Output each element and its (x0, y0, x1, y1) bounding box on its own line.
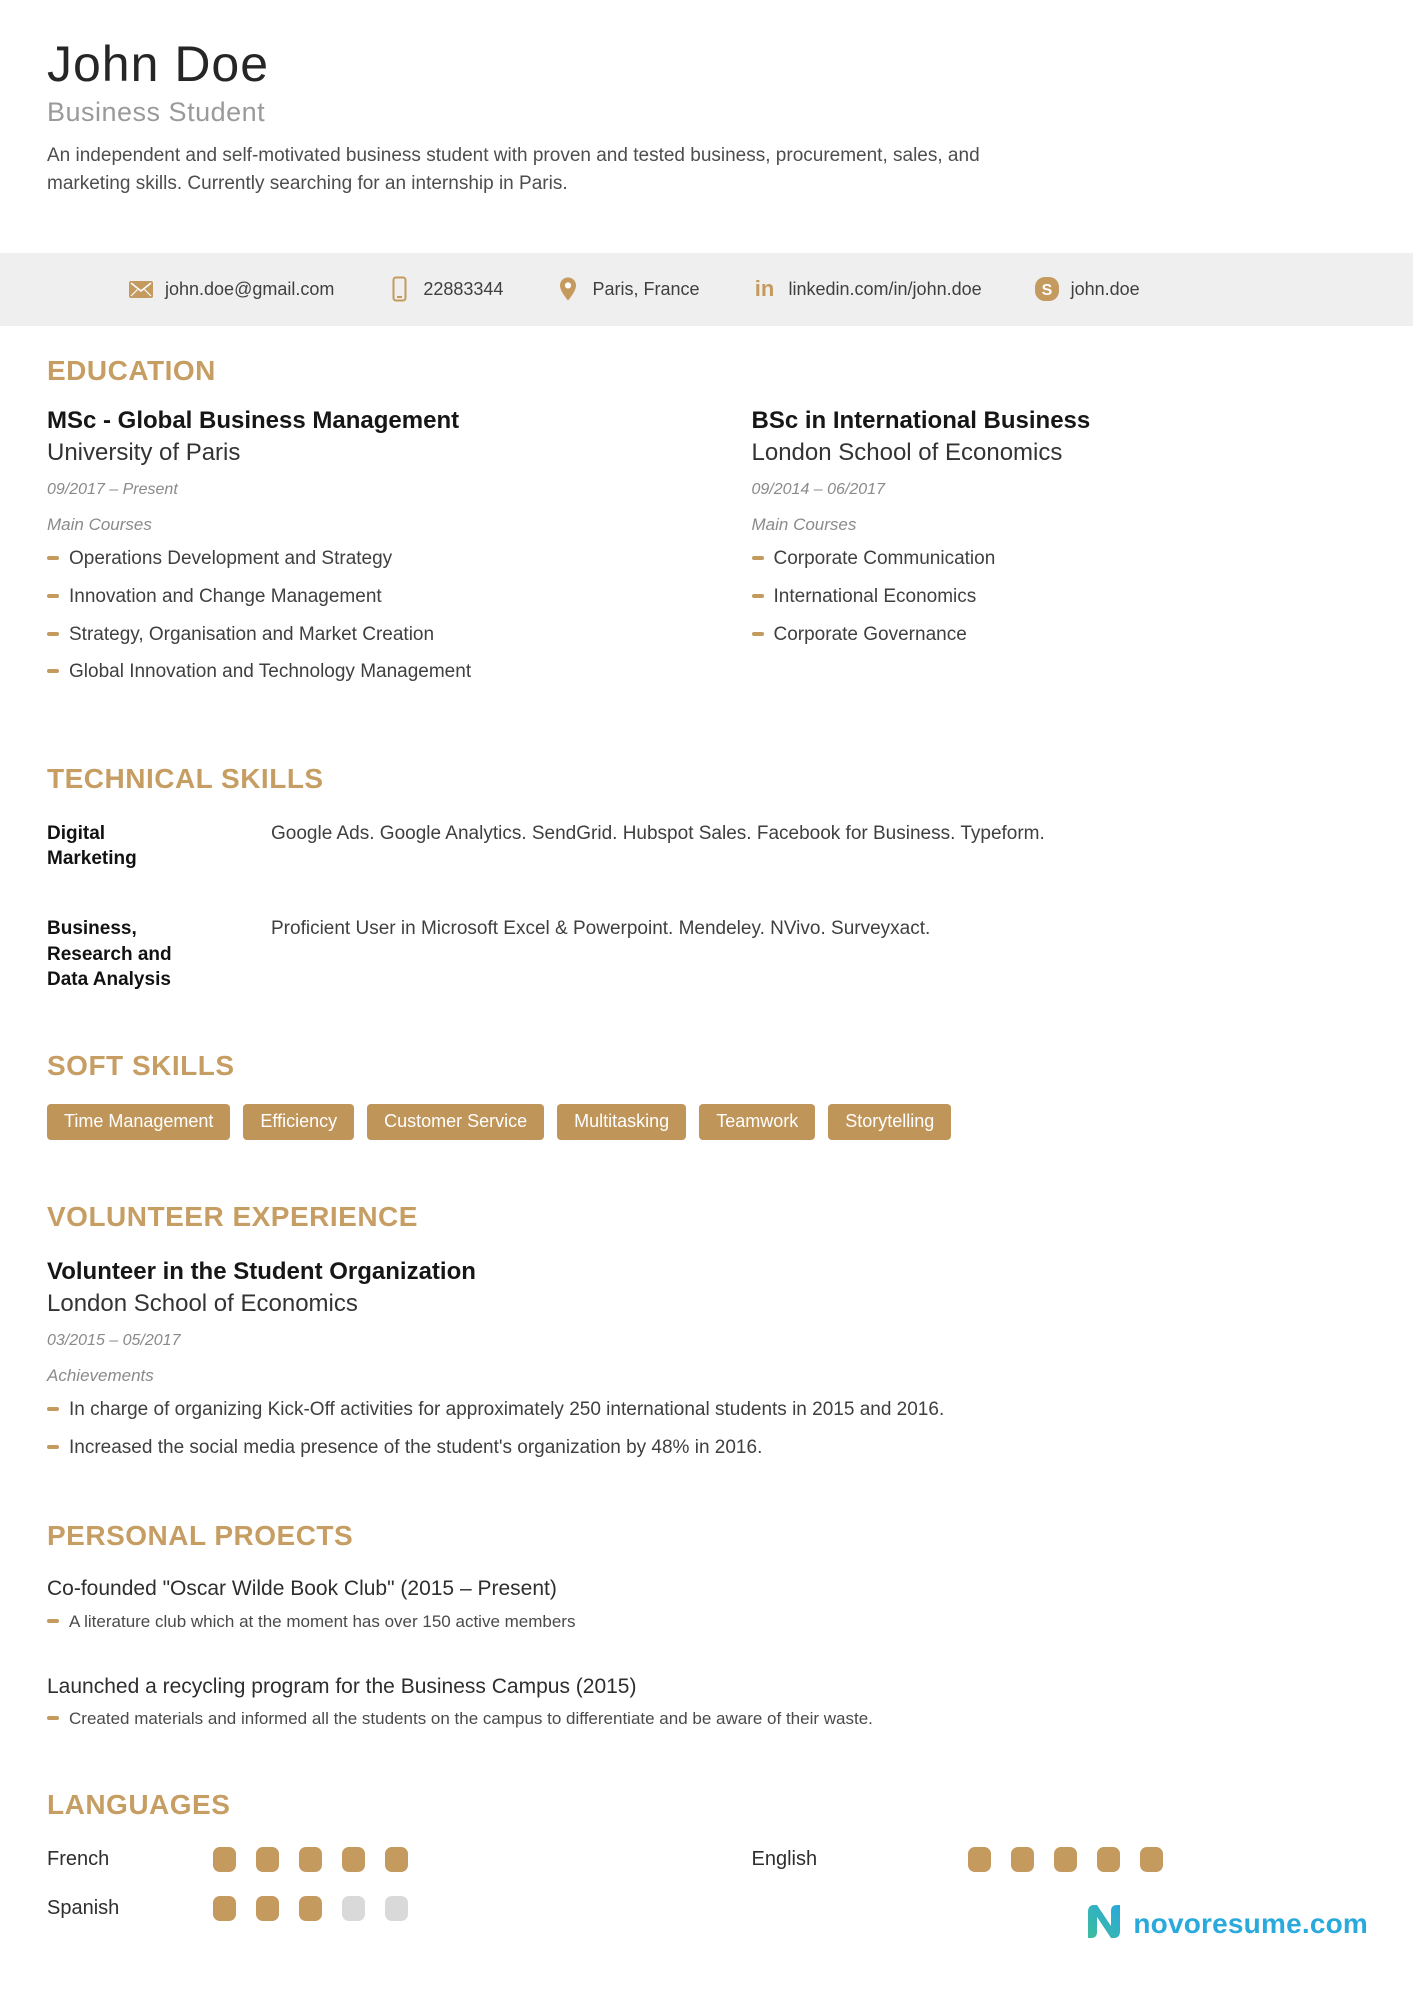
envelope-icon (128, 276, 154, 302)
soft-skill-tag: Efficiency (243, 1104, 354, 1141)
achievements-label: Achievements (47, 1366, 154, 1386)
language-level-indicator (213, 1847, 408, 1872)
education-heading: EDUCATION (47, 354, 216, 386)
contact-phone-value: 22883344 (423, 278, 504, 299)
course-item: Strategy, Organisation and Market Creation (47, 623, 662, 648)
education-item (47, 406, 662, 698)
level-square-filled (1011, 1847, 1034, 1872)
dash-bullet-icon (47, 594, 59, 598)
contact-email[interactable] (128, 276, 334, 302)
svg-text:S: S (1041, 282, 1052, 299)
location-pin-icon (555, 276, 581, 302)
languages-heading: LANGUAGES (47, 1789, 231, 1821)
level-square-empty (342, 1896, 365, 1921)
contact-linkedin-value: linkedin.com/in/john.doe (788, 278, 982, 299)
project-title: Launched a recycling program for the Business Campus (2015) (47, 1674, 637, 1698)
language-row (752, 1847, 1367, 1872)
language-name: English (751, 1847, 818, 1870)
section-technical-skills (47, 764, 1366, 993)
education-item (752, 406, 1367, 698)
school-name: London School of Economics (751, 439, 1063, 467)
course-item: Innovation and Change Management (47, 585, 662, 610)
project-bullet: Created materials and informed all the students on the campus to differentiate and be aware of their waste. (47, 1708, 1366, 1730)
dash-bullet-icon (47, 1716, 59, 1720)
level-square-filled (299, 1896, 322, 1921)
contact-email-value: john.doe@gmail.com (165, 278, 335, 299)
school-name: University of Paris (47, 439, 241, 467)
level-square-empty (385, 1896, 408, 1921)
novoresume-logo-icon (1081, 1898, 1127, 1949)
course-item: Corporate Communication (752, 547, 1367, 572)
skill-category-value: Proficient User in Microsoft Excel & Powerpoint. Mendeley. NVivo. Surveyxact. (271, 918, 931, 940)
volunteer-role: Volunteer in the Student Organization (47, 1258, 476, 1286)
person-name: John Doe (47, 36, 270, 92)
novoresume-brand-text: novoresume.com (1133, 1907, 1368, 1939)
achievement-item: In charge of organizing Kick-Off activities for approximately 250 international students in 2015 and 2016. (47, 1398, 1366, 1423)
contact-bar (0, 253, 1413, 326)
level-square-filled (299, 1847, 322, 1872)
skype-icon (1034, 276, 1060, 302)
volunteer-org: London School of Economics (47, 1290, 358, 1318)
courses-label: Main Courses (751, 515, 857, 535)
level-square-filled (213, 1896, 236, 1921)
level-square-filled (256, 1896, 279, 1921)
level-square-filled (342, 1847, 365, 1872)
skill-category-label: Business, Research and Data Analysis (47, 918, 172, 991)
section-education (47, 356, 1366, 699)
contact-phone[interactable] (386, 276, 503, 302)
dash-bullet-icon (752, 556, 764, 560)
project-bullet: A literature club which at the moment has over 150 active members (47, 1611, 1366, 1633)
soft-skill-tag: Time Management (47, 1104, 230, 1141)
summary-text: An independent and self-motivated business student with proven and tested business, procurement, sales, and marketing skills. Currently searching for an internship in Paris. (47, 144, 980, 194)
section-soft-skills (47, 1051, 1366, 1140)
soft-skill-tag: Storytelling (828, 1104, 951, 1141)
skill-category-label: Digital Marketing (47, 822, 137, 870)
dash-bullet-icon (752, 594, 764, 598)
project-item (47, 1673, 1366, 1730)
dash-bullet-icon (752, 632, 764, 636)
soft-skill-tag: Teamwork (699, 1104, 815, 1141)
level-square-filled (1140, 1847, 1163, 1872)
contact-skype[interactable] (1034, 276, 1140, 302)
project-item (47, 1575, 1366, 1632)
achievement-item: Increased the social media presence of the student's organization by 48% in 2016. (47, 1436, 1366, 1461)
course-item: Operations Development and Strategy (47, 547, 662, 572)
course-item: Corporate Governance (752, 623, 1367, 648)
contact-linkedin[interactable] (752, 276, 982, 302)
volunteer-dates: 03/2015 – 05/2017 (47, 1332, 181, 1350)
dash-bullet-icon (47, 632, 59, 636)
mobile-phone-icon (386, 276, 412, 302)
volunteer-heading: VOLUNTEER EXPERIENCE (47, 1201, 418, 1233)
section-personal-projects (47, 1521, 1366, 1731)
dash-bullet-icon (47, 1407, 59, 1411)
novoresume-brand[interactable] (1081, 1898, 1368, 1949)
education-dates: 09/2017 – Present (47, 481, 178, 499)
contact-location[interactable] (555, 276, 699, 302)
course-item: International Economics (752, 585, 1367, 610)
person-job-title: Business Student (47, 96, 266, 127)
soft-skills-heading: SOFT SKILLS (47, 1050, 235, 1082)
level-square-filled (385, 1847, 408, 1872)
soft-skill-tag: Multitasking (557, 1104, 686, 1141)
language-name: Spanish (47, 1896, 120, 1919)
degree-title: MSc - Global Business Management (47, 407, 460, 435)
language-name: French (47, 1847, 110, 1870)
language-row (47, 1896, 662, 1921)
resume-header (0, 0, 1413, 199)
technical-skills-heading: TECHNICAL SKILLS (47, 763, 324, 795)
contact-location-value: Paris, France (592, 278, 700, 299)
skill-category-value: Google Ads. Google Analytics. SendGrid. Hubspot Sales. Facebook for Business. Typeform. (271, 822, 1045, 844)
education-dates: 09/2014 – 06/2017 (751, 481, 885, 499)
level-square-filled (1097, 1847, 1120, 1872)
level-square-filled (213, 1847, 236, 1872)
section-volunteer-experience (47, 1202, 1366, 1460)
dash-bullet-icon (47, 1619, 59, 1623)
project-title: Co-founded "Oscar Wilde Book Club" (2015 – Present) (47, 1577, 557, 1601)
courses-label: Main Courses (47, 515, 152, 535)
course-item: Global Innovation and Technology Management (47, 660, 662, 685)
linkedin-icon: in (754, 276, 775, 301)
projects-heading: PERSONAL PROECTS (47, 1519, 354, 1551)
level-square-filled (1054, 1847, 1077, 1872)
contact-skype-value: john.doe (1070, 278, 1140, 299)
soft-skill-tag: Customer Service (367, 1104, 544, 1141)
degree-title: BSc in International Business (751, 407, 1091, 435)
level-square-filled (968, 1847, 991, 1872)
dash-bullet-icon (47, 1445, 59, 1449)
language-level-indicator (213, 1896, 408, 1921)
language-level-indicator (968, 1847, 1163, 1872)
dash-bullet-icon (47, 556, 59, 560)
dash-bullet-icon (47, 669, 59, 673)
level-square-filled (256, 1847, 279, 1872)
language-row (47, 1847, 662, 1872)
